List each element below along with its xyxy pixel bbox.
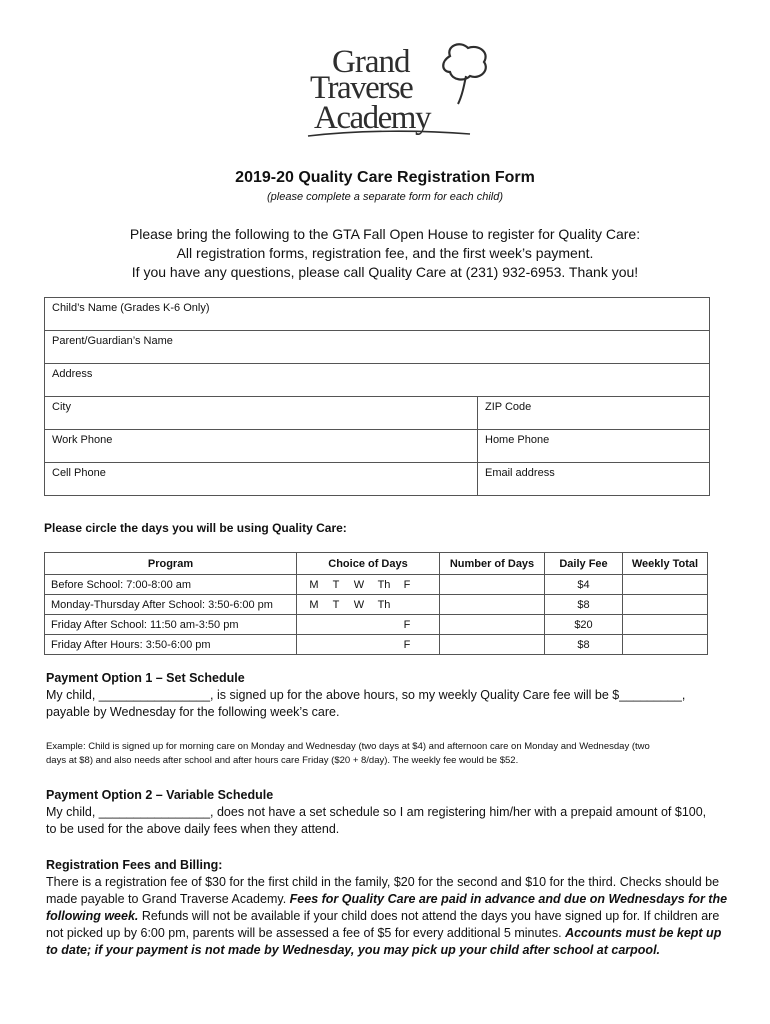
child-name-field[interactable]: Child’s Name (Grades K-6 Only) [45, 298, 710, 331]
intro-line-1: Please bring the following to the GTA Fall Open House to register for Quality Care: [129, 226, 641, 242]
days-cell [297, 595, 440, 615]
cell-phone-field[interactable]: Cell Phone [45, 463, 478, 496]
header-choice-of-days: Choice of Days [297, 553, 440, 575]
zip-field[interactable]: ZIP Code [478, 397, 710, 430]
program-cell: Before School: 7:00-8:00 am [45, 575, 297, 595]
intro-text [0, 225, 770, 282]
table-row [45, 635, 708, 655]
billing-paragraph [46, 874, 736, 959]
header-program: Program [45, 553, 297, 575]
days-cell [297, 575, 440, 595]
payment-option-1-line-2: payable by Wednesday for the following week’s care. [46, 705, 340, 719]
day-tuesday[interactable]: T [332, 598, 340, 611]
payment-option-2-heading: Payment Option 2 – Variable Schedule [46, 788, 274, 802]
daily-fee-cell: $8 [545, 595, 623, 615]
header-weekly-total: Weekly Total [623, 553, 708, 575]
schedule-table [44, 552, 708, 655]
payment-option-1-line-1: My child, ________________, is signed up for the above hours, so my weekly Quality Care fee will be $_________, [46, 688, 686, 702]
city-field[interactable]: City [45, 397, 478, 430]
example-text [46, 740, 721, 768]
billing-text-2: Fees for Quality Care are paid in advance and due on Wednesdays for the following week. [46, 892, 728, 923]
number-of-days-cell[interactable] [440, 635, 545, 655]
billing-text-4: Accounts must be kept up to date; if your payment is not made by Wednesday, you may pick up your child after school at carpool. [46, 926, 722, 957]
intro-line-3: If you have any questions, please call Quality Care at (231) 932-6953. Thank you! [131, 264, 639, 280]
daily-fee-cell: $4 [545, 575, 623, 595]
program-cell: Friday After Hours: 3:50-6:00 pm [45, 635, 297, 655]
email-field[interactable]: Email address [478, 463, 710, 496]
example-line-1: Example: Child is signed up for morning care on Monday and Wednesday (two days at $4) and afternoon care on Monday and Wednesday (two [46, 741, 650, 752]
day-monday[interactable]: M [309, 598, 319, 611]
day-wednesday[interactable]: W [353, 598, 365, 611]
day-wednesday[interactable]: W [353, 578, 365, 591]
payment-option-1-heading: Payment Option 1 – Set Schedule [46, 671, 245, 685]
form-title: 2019-20 Quality Care Registration Form [235, 169, 535, 186]
billing-section [46, 857, 736, 959]
program-cell: Friday After School: 11:50 am-3:50 pm [45, 615, 297, 635]
daily-fee-cell: $8 [545, 635, 623, 655]
days-cell [297, 615, 440, 635]
number-of-days-cell[interactable] [440, 615, 545, 635]
billing-heading: Registration Fees and Billing: [46, 858, 223, 872]
logo-word-academy: Academy [314, 100, 430, 136]
day-thursday[interactable]: Th [377, 578, 391, 591]
number-of-days-cell[interactable] [440, 595, 545, 615]
billing-text-3: Refunds will not be available if your child does not attend the days you have signed up for. If children are not picked up by 6:00 pm, parents will be assessed a fee of $5 for every additional 5 minutes. [46, 909, 720, 940]
table-row [45, 615, 708, 635]
day-thursday[interactable]: Th [377, 598, 391, 611]
table-row [45, 595, 708, 615]
header-daily-fee: Daily Fee [545, 553, 623, 575]
header-number-of-days: Number of Days [440, 553, 545, 575]
home-phone-field[interactable]: Home Phone [478, 430, 710, 463]
example-line-2: days at $8) and also needs after school and after hours care Friday ($20 + 8/day). The weekly fee would be $52. [46, 755, 519, 766]
form-subtitle: (please complete a separate form for each child) [266, 191, 503, 203]
payment-option-2-line-1: My child, ________________, does not have a set schedule so I am registering him/her with a prepaid amount of $100, [46, 805, 707, 819]
days-cell [297, 635, 440, 655]
weekly-total-cell[interactable] [623, 595, 708, 615]
registration-info-table [44, 297, 710, 496]
weekly-total-cell[interactable] [623, 575, 708, 595]
day-friday[interactable]: F [403, 618, 411, 631]
gta-logo [300, 42, 490, 142]
table-row [45, 575, 708, 595]
payment-option-1 [46, 670, 736, 721]
circle-days-heading: Please circle the days you will be using Quality Care: [44, 521, 347, 535]
weekly-total-cell[interactable] [623, 635, 708, 655]
weekly-total-cell[interactable] [623, 615, 708, 635]
intro-line-2: All registration forms, registration fee, and the first week’s payment. [176, 245, 594, 261]
logo-word-grand: Grand [332, 44, 410, 80]
number-of-days-cell[interactable] [440, 575, 545, 595]
program-cell: Monday-Thursday After School: 3:50-6:00 pm [45, 595, 297, 615]
payment-option-2 [46, 787, 736, 838]
day-friday[interactable]: F [403, 578, 411, 591]
billing-text-1: There is a registration fee of $30 for the first child in the family, $20 for the second and $10 for the third. Checks should be made payable to Grand Traverse Academy. [46, 875, 720, 906]
day-monday[interactable]: M [309, 578, 319, 591]
day-tuesday[interactable]: T [332, 578, 340, 591]
address-field[interactable]: Address [45, 364, 710, 397]
logo-word-traverse: Traverse [310, 70, 413, 106]
work-phone-field[interactable]: Work Phone [45, 430, 478, 463]
parent-name-field[interactable]: Parent/Guardian’s Name [45, 331, 710, 364]
day-friday[interactable]: F [403, 638, 411, 651]
daily-fee-cell: $20 [545, 615, 623, 635]
payment-option-2-line-2: to be used for the above daily fees when they attend. [46, 822, 340, 836]
